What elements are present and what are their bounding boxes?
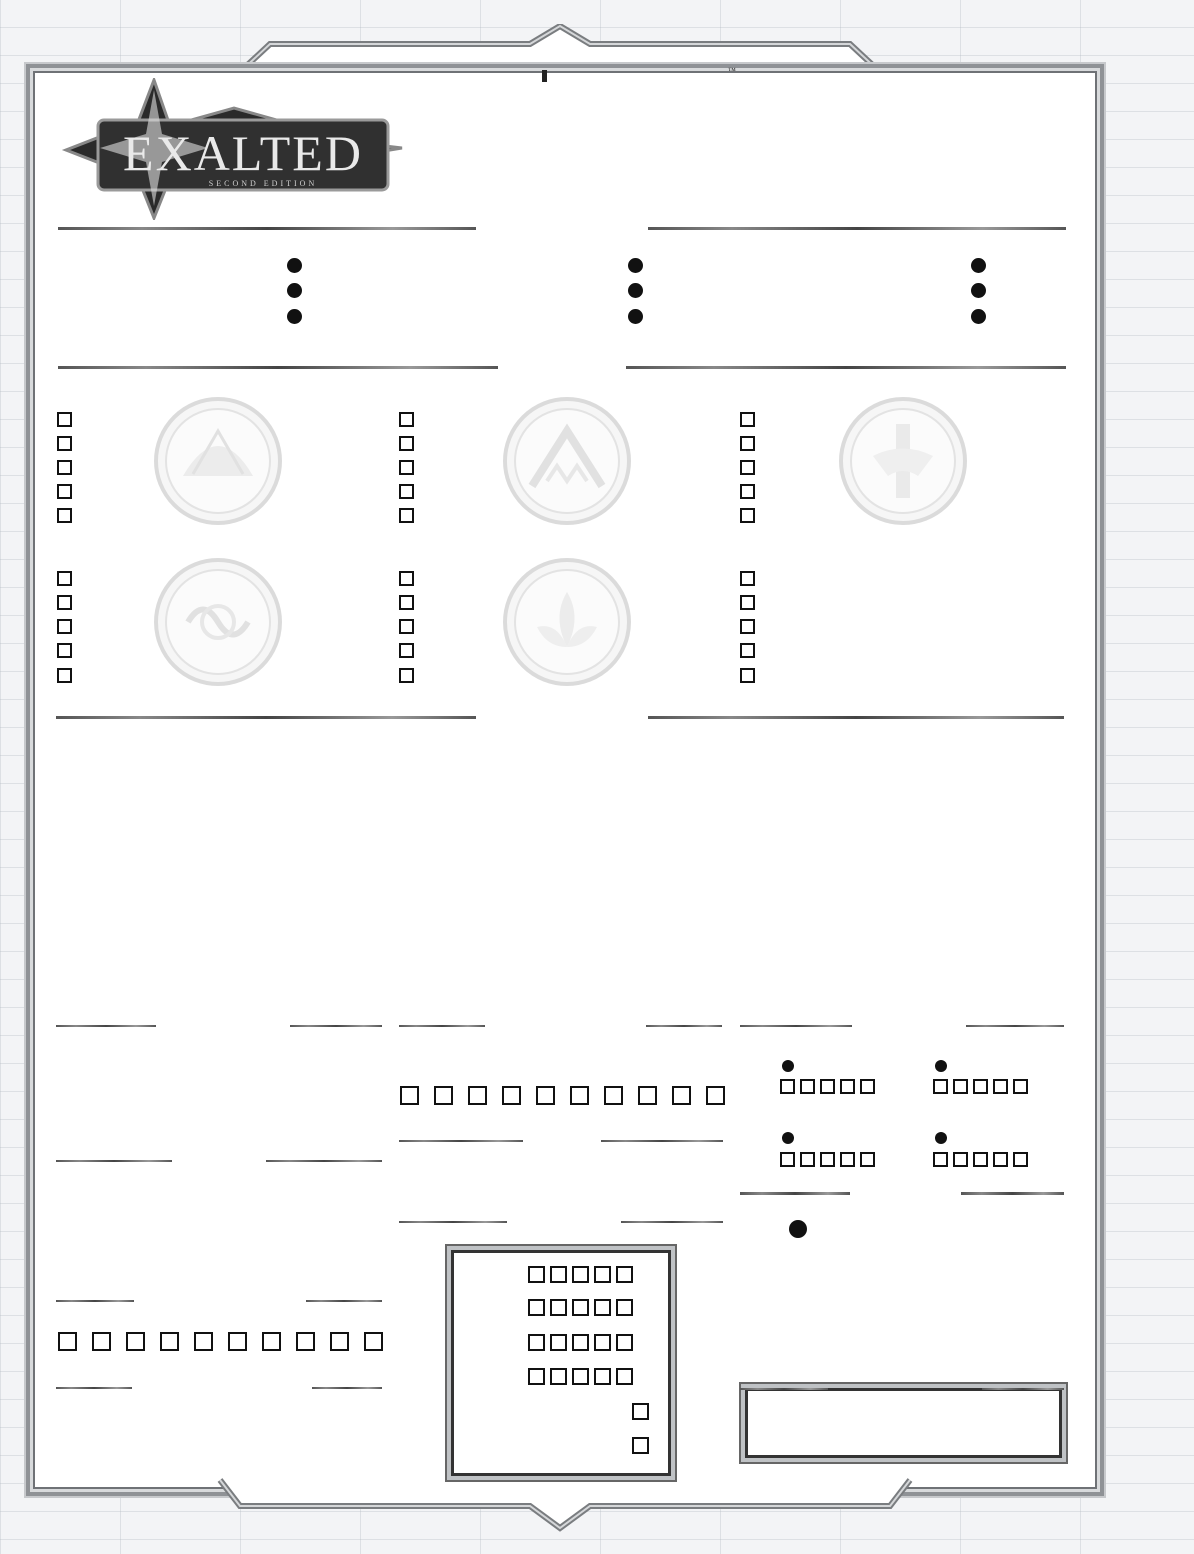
- virtue-box[interactable]: [933, 1079, 948, 1094]
- health-box[interactable]: [594, 1368, 611, 1385]
- lower-rule: [961, 1192, 1064, 1195]
- favored-checkbox[interactable]: [399, 412, 414, 427]
- lower-rule: [56, 1160, 172, 1162]
- track-box[interactable]: [604, 1086, 623, 1105]
- virtue-box[interactable]: [840, 1152, 855, 1167]
- lower-rule: [312, 1387, 382, 1389]
- lower-rule: [56, 1025, 156, 1027]
- virtue-dot[interactable]: [935, 1060, 947, 1072]
- lower-rule: [740, 1388, 828, 1390]
- favored-checkbox[interactable]: [399, 668, 414, 683]
- wood-pillar-emblem-icon: [838, 396, 968, 526]
- track-box[interactable]: [400, 1086, 419, 1105]
- attribute-dot[interactable]: [628, 283, 643, 298]
- lower-rule: [266, 1160, 382, 1162]
- health-box[interactable]: [572, 1368, 589, 1385]
- track-box[interactable]: [194, 1332, 213, 1351]
- bottom-ornament: [200, 1476, 920, 1532]
- health-box[interactable]: [572, 1266, 589, 1283]
- virtue-track: [780, 1079, 875, 1094]
- section-rule-right-2: [626, 366, 1066, 369]
- air-aspect-emblem-icon: [153, 396, 283, 526]
- lower-rule: [601, 1140, 723, 1142]
- title-marker: [542, 70, 547, 82]
- virtue-box[interactable]: [993, 1079, 1008, 1094]
- section-rule-right-3: [648, 716, 1064, 719]
- virtue-box[interactable]: [780, 1079, 795, 1094]
- virtue-track: [933, 1152, 1028, 1167]
- track-box[interactable]: [434, 1086, 453, 1105]
- health-box[interactable]: [572, 1334, 589, 1351]
- favored-checkbox[interactable]: [57, 668, 72, 683]
- virtue-box[interactable]: [860, 1079, 875, 1094]
- virtue-box[interactable]: [973, 1079, 988, 1094]
- lower-rule: [56, 1387, 132, 1389]
- health-box[interactable]: [550, 1334, 567, 1351]
- track-box[interactable]: [126, 1332, 145, 1351]
- attribute-dot[interactable]: [971, 283, 986, 298]
- favored-checkbox[interactable]: [399, 643, 414, 658]
- favored-checkbox[interactable]: [57, 412, 72, 427]
- health-box[interactable]: [528, 1368, 545, 1385]
- virtue-box[interactable]: [953, 1079, 968, 1094]
- essence-dot[interactable]: [789, 1220, 807, 1238]
- attribute-dot[interactable]: [287, 258, 302, 273]
- health-row: [528, 1266, 633, 1283]
- lotus-aspect-emblem-icon: [502, 557, 632, 687]
- track-box[interactable]: [92, 1332, 111, 1351]
- favored-checkbox[interactable]: [57, 484, 72, 499]
- attribute-dot[interactable]: [628, 309, 643, 324]
- favored-checkbox[interactable]: [399, 484, 414, 499]
- favored-checkbox[interactable]: [399, 508, 414, 523]
- favored-checkbox[interactable]: [57, 643, 72, 658]
- health-box[interactable]: [550, 1368, 567, 1385]
- lower-rule: [982, 1388, 1064, 1390]
- track-box[interactable]: [570, 1086, 589, 1105]
- section-rule-left-3: [56, 716, 476, 719]
- health-box[interactable]: [528, 1334, 545, 1351]
- health-box[interactable]: [616, 1299, 633, 1316]
- virtue-box[interactable]: [973, 1152, 988, 1167]
- health-box[interactable]: [528, 1266, 545, 1283]
- lower-rule: [56, 1300, 134, 1302]
- section-rule-right-1: [648, 227, 1066, 230]
- track-box[interactable]: [536, 1086, 555, 1105]
- exalted-logo: [58, 78, 410, 220]
- track-box[interactable]: [228, 1332, 247, 1351]
- logo-wordmark: EXALTED: [123, 125, 363, 181]
- attribute-dot[interactable]: [287, 283, 302, 298]
- track-box[interactable]: [502, 1086, 521, 1105]
- virtue-box[interactable]: [820, 1079, 835, 1094]
- health-row: [528, 1299, 633, 1316]
- health-box[interactable]: [550, 1266, 567, 1283]
- health-box[interactable]: [616, 1368, 633, 1385]
- earth-aspect-emblem-icon: [502, 396, 632, 526]
- favored-checkbox[interactable]: [57, 436, 72, 451]
- health-row: [528, 1334, 633, 1351]
- favored-checkbox[interactable]: [399, 619, 414, 634]
- section-rule-left-2: [58, 366, 498, 369]
- temporary-track-a: [400, 1086, 725, 1105]
- virtue-box[interactable]: [840, 1079, 855, 1094]
- health-box[interactable]: [550, 1299, 567, 1316]
- health-box[interactable]: [616, 1334, 633, 1351]
- favored-checkbox[interactable]: [399, 436, 414, 451]
- track-box[interactable]: [160, 1332, 179, 1351]
- lower-rule: [399, 1221, 507, 1223]
- favored-checkbox[interactable]: [740, 619, 755, 634]
- favored-checkbox[interactable]: [740, 668, 755, 683]
- favored-checkbox[interactable]: [57, 595, 72, 610]
- favored-checkbox[interactable]: [740, 460, 755, 475]
- section-rule-left-1: [58, 227, 476, 230]
- virtue-box[interactable]: [820, 1152, 835, 1167]
- favored-checkbox[interactable]: [57, 571, 72, 586]
- track-box[interactable]: [330, 1332, 349, 1351]
- lower-rule: [399, 1025, 485, 1027]
- virtue-box[interactable]: [1013, 1152, 1028, 1167]
- favored-checkbox[interactable]: [399, 460, 414, 475]
- track-box[interactable]: [262, 1332, 281, 1351]
- virtue-dot[interactable]: [782, 1132, 794, 1144]
- health-box[interactable]: [594, 1334, 611, 1351]
- virtue-track: [780, 1152, 875, 1167]
- lower-rule: [399, 1140, 523, 1142]
- favored-checkbox[interactable]: [57, 508, 72, 523]
- track-box[interactable]: [296, 1332, 315, 1351]
- favored-checkbox[interactable]: [399, 571, 414, 586]
- favored-checkbox[interactable]: [740, 571, 755, 586]
- health-box[interactable]: [594, 1266, 611, 1283]
- track-box[interactable]: [638, 1086, 657, 1105]
- virtue-box[interactable]: [933, 1152, 948, 1167]
- virtue-dot[interactable]: [782, 1060, 794, 1072]
- virtue-box[interactable]: [800, 1079, 815, 1094]
- logo-subtitle: SECOND EDITION: [208, 179, 318, 188]
- health-box[interactable]: [594, 1299, 611, 1316]
- track-box[interactable]: [364, 1332, 383, 1351]
- favored-checkbox[interactable]: [740, 484, 755, 499]
- attribute-dot[interactable]: [971, 309, 986, 324]
- health-box[interactable]: [632, 1437, 649, 1454]
- track-box[interactable]: [58, 1332, 77, 1351]
- lower-rule: [740, 1192, 850, 1195]
- favored-checkbox[interactable]: [740, 508, 755, 523]
- favored-checkbox[interactable]: [740, 436, 755, 451]
- virtue-box[interactable]: [860, 1152, 875, 1167]
- virtue-box[interactable]: [780, 1152, 795, 1167]
- virtue-box[interactable]: [993, 1152, 1008, 1167]
- health-box[interactable]: [528, 1299, 545, 1316]
- attribute-dot[interactable]: [628, 258, 643, 273]
- virtue-box[interactable]: [953, 1152, 968, 1167]
- lower-rule: [740, 1025, 852, 1027]
- lower-rule: [290, 1025, 382, 1027]
- health-box[interactable]: [632, 1403, 649, 1420]
- lower-rule: [306, 1300, 382, 1302]
- health-row: [528, 1368, 633, 1385]
- track-box[interactable]: [468, 1086, 487, 1105]
- favored-checkbox[interactable]: [399, 595, 414, 610]
- experience-panel: [745, 1388, 1062, 1458]
- virtue-dot[interactable]: [935, 1132, 947, 1144]
- lower-rule: [646, 1025, 722, 1027]
- attribute-dot[interactable]: [287, 309, 302, 324]
- favored-checkbox[interactable]: [740, 643, 755, 658]
- favored-checkbox[interactable]: [57, 460, 72, 475]
- lower-rule: [966, 1025, 1064, 1027]
- health-box[interactable]: [572, 1299, 589, 1316]
- temporary-track-b: [58, 1332, 383, 1351]
- track-box[interactable]: [672, 1086, 691, 1105]
- favored-checkbox[interactable]: [57, 619, 72, 634]
- virtue-box[interactable]: [1013, 1079, 1028, 1094]
- favored-checkbox[interactable]: [740, 412, 755, 427]
- health-box[interactable]: [616, 1266, 633, 1283]
- lower-rule: [621, 1221, 723, 1223]
- trademark-symbol: ™: [728, 66, 736, 75]
- track-box[interactable]: [706, 1086, 725, 1105]
- attribute-dot[interactable]: [971, 258, 986, 273]
- virtue-track: [933, 1079, 1028, 1094]
- favored-checkbox[interactable]: [740, 595, 755, 610]
- water-aspect-emblem-icon: [153, 557, 283, 687]
- virtue-box[interactable]: [800, 1152, 815, 1167]
